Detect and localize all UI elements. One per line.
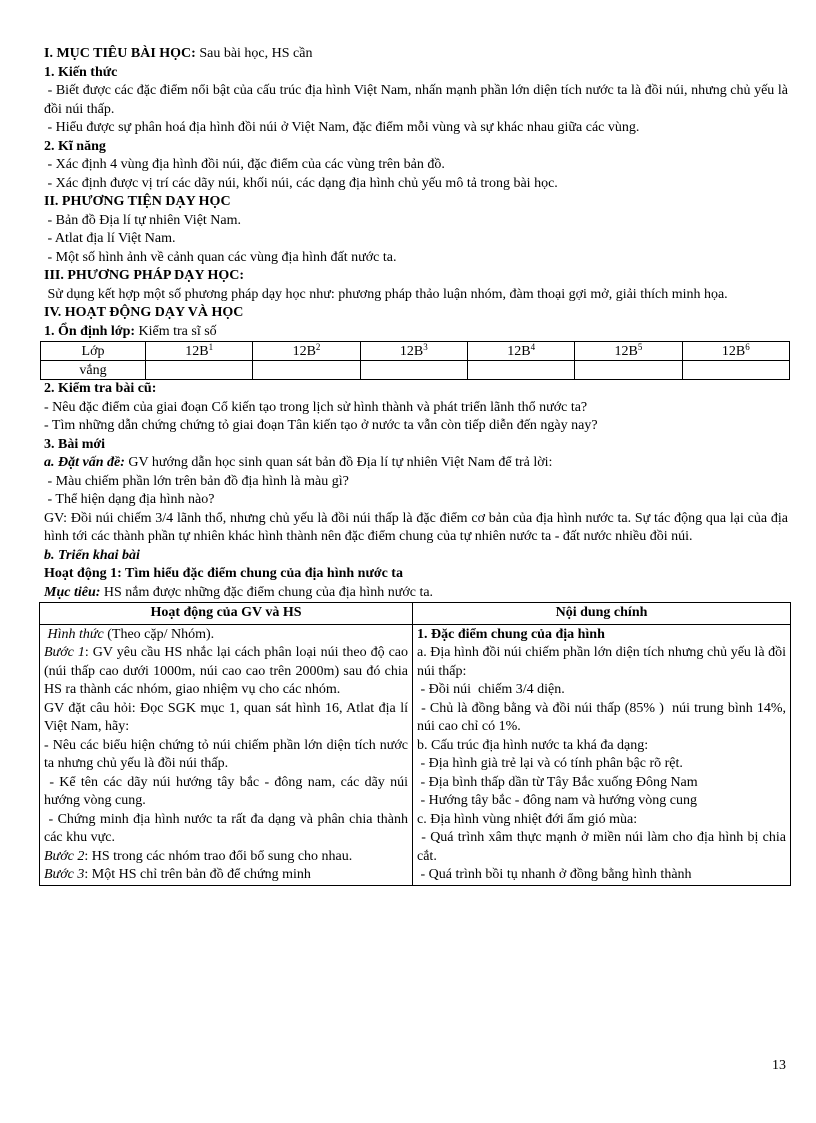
attendance-absent-cell	[360, 361, 467, 380]
content-c2: - Quá trình bồi tụ nhanh ở đồng bằng hình thành	[417, 867, 692, 882]
goal-text: HS nắm được những đặc điểm chung của địa hình nước ta.	[100, 584, 434, 600]
skills-title: 2. Kĩ năng	[44, 138, 106, 154]
goal-label: Mục tiêu:	[44, 584, 101, 600]
objectives-heading-line	[44, 45, 788, 64]
step3-label: Bước 3	[44, 867, 85, 882]
means-item-1: - Bản đồ Địa lí tự nhiên Việt Nam.	[44, 212, 242, 228]
step3-text: : Một HS chỉ trên bản đồ để chứng minh	[84, 867, 311, 882]
goal-line	[44, 584, 788, 603]
content-b2: - Địa bình thấp dần từ Tây Bắc xuống Đông Nam	[417, 774, 698, 790]
step2-text: : HS trong các nhóm trao đổi bổ sung cho nhau.	[84, 848, 353, 864]
check-title: 2. Kiểm tra bài cũ:	[44, 381, 157, 396]
main-content	[413, 624, 791, 885]
activity1-label: Hoạt động 1:	[44, 566, 122, 581]
class-prefix: 12B	[185, 343, 209, 359]
deploy-title: b. Triển khai bài	[44, 547, 140, 563]
stabilize-text: Kiểm tra sĩ số	[135, 323, 217, 339]
attendance-row-absent	[41, 361, 790, 380]
attendance-class-cell	[146, 342, 253, 361]
methods-heading: III. PHƯƠNG PHÁP DẠY HỌC:	[44, 268, 245, 283]
teacher-question: GV đặt câu hỏi: Đọc SGK mục 1, quan sát hình 16, Atlat địa lí Việt Nam, hãy:	[44, 700, 412, 734]
attendance-table	[40, 341, 790, 380]
methods-text: Sử dụng kết hợp một số phương pháp dạy học như: phương pháp thảo luận nhóm, đàm thoại gợi mở, giải thích minh họa.	[44, 286, 728, 302]
opening-line	[44, 454, 788, 473]
form-line	[44, 626, 408, 645]
class-number: 3	[423, 341, 428, 352]
attendance-class-cell	[253, 342, 360, 361]
class-prefix: 12B	[292, 343, 316, 359]
content-b3: - Hướng tây bắc - đông nam và hướng vòng cung	[417, 793, 697, 808]
stabilize-line	[44, 323, 788, 342]
page-content	[44, 45, 792, 886]
opening-label: a. Đặt vấn đề:	[44, 455, 125, 470]
activity1-line	[44, 565, 788, 584]
attendance-absent-cell	[467, 361, 574, 380]
content-a2: - Chủ là đồng bằng và đồi núi thấp (85% ) núi trung bình 14%, núi cao chỉ có 1%.	[417, 700, 790, 734]
attendance-absent-cell	[146, 361, 253, 380]
activity-table-header	[40, 603, 791, 625]
activity-table	[39, 602, 791, 886]
class-number: 4	[530, 341, 536, 352]
content-b: b. Cấu trúc địa hình nước ta khá đa dạng:	[417, 737, 649, 753]
activity-table-body	[40, 624, 791, 885]
question-3: - Chứng minh địa hình nước ta rất đa dạng và phân chia thành các khu vực.	[44, 811, 412, 845]
step2-label: Bước 2	[44, 848, 85, 864]
skills-item-1: - Xác định 4 vùng địa hình đồi núi, đặc điểm của các vùng trên bản đồ.	[44, 157, 445, 172]
attendance-class-cell	[360, 342, 467, 361]
content-b1: - Địa hình già trẻ lại và có tính phân bậc rõ rệt.	[417, 756, 683, 771]
form-text: (Theo cặp/ Nhóm).	[103, 626, 215, 642]
attendance-class-label: Lớp	[41, 342, 146, 361]
means-heading: II. PHƯƠNG TIỆN DẠY HỌC	[44, 194, 231, 209]
check-item-1: - Nêu đặc điểm của giai đoạn Cổ kiến tạo trong lịch sử hình thành và phát triển lãnh thổ nước ta?	[44, 399, 588, 415]
class-number: 1	[208, 341, 214, 352]
class-number: 5	[637, 341, 643, 352]
attendance-absent-cell	[575, 361, 682, 380]
class-prefix: 12B	[399, 343, 424, 359]
content-a1: - Đồi núi chiếm 3/4 diện.	[417, 682, 565, 697]
check-item-2: - Tìm những dẫn chứng chứng tỏ giai đoạn Tân kiến tạo ở nước ta vẫn còn tiếp diễn đến ngày nay?	[44, 418, 598, 433]
content-a: a. Địa hình đồi núi chiếm phần lớn diện tích nhưng chủ yếu là đồi núi thấp:	[417, 645, 790, 679]
class-prefix: 12B	[721, 343, 746, 359]
skills-item-2: - Xác định được vị trí các dãy núi, khối núi, các dạng địa hình chủ yếu mô tả trong bài học.	[44, 175, 558, 191]
new-lesson-title: 3. Bài mới	[44, 436, 106, 452]
attendance-absent-cell	[253, 361, 360, 380]
page-number: 13	[772, 1058, 786, 1073]
content-title: 1. Đặc điểm chung của địa hình	[417, 626, 605, 642]
question-1: - Nêu các biểu hiện chứng tỏ núi chiếm phần lớn diện tích nước ta nhưng chủ yếu là đồi núi thấp.	[44, 737, 412, 771]
means-item-2: - Atlat địa lí Việt Nam.	[44, 231, 176, 246]
form-label: Hình thức	[47, 626, 104, 642]
content-c: c. Địa hình vùng nhiệt đới ẩm gió mùa:	[417, 811, 638, 827]
step1-text: : GV yêu cầu HS nhắc lại cách phân loại núi theo độ cao (núi thấp cao dưới 1000m, núi cao cao trên 2000m) sau đó chia HS ra thành các nhóm, giao nhiệm vụ cho các nhóm.	[44, 645, 412, 697]
opening-question-2: - Thể hiện dạng địa hình nào?	[44, 492, 215, 507]
activities-heading: IV. HOẠT ĐỘNG DẠY VÀ HỌC	[44, 305, 244, 320]
header-main-content: Nội dung chính	[413, 603, 791, 625]
class-prefix: 12B	[614, 343, 638, 359]
step1-line	[44, 644, 412, 700]
knowledge-item-2: - Hiểu được sự phân hoá địa hình đồi núi ở Việt Nam, đặc điểm mỗi vùng và sự khác nhau giữa các vùng.	[44, 120, 640, 135]
attendance-row-class	[41, 342, 790, 361]
means-item-3: - Một số hình ảnh về cảnh quan các vùng địa hình đất nước ta.	[44, 249, 397, 265]
attendance-class-cell	[682, 342, 789, 361]
attendance-class-cell	[575, 342, 682, 361]
content-c1: - Quá trình xâm thực mạnh ở miền núi làm cho địa hình bị chia cắt.	[417, 830, 790, 864]
attendance-absent-cell	[682, 361, 789, 380]
attendance-class-cell	[467, 342, 574, 361]
attendance-absent-label: vắng	[41, 361, 146, 380]
step2-line	[44, 848, 408, 867]
objectives-heading-rest: Sau bài học, HS cần	[195, 46, 313, 61]
objectives-heading: I. MỤC TIÊU BÀI HỌC:	[44, 46, 196, 61]
header-teacher-student: Hoạt động của GV và HS	[40, 603, 413, 625]
step1-label: Bước 1	[44, 645, 85, 660]
question-2: - Kể tên các dãy núi hướng tây bắc - đông nam, các dãy núi hướng vòng cung.	[44, 774, 412, 808]
gv-statement: GV: Đồi núi chiếm 3/4 lãnh thổ, nhưng chủ yếu là đồi núi thấp là đặc điểm cơ bản của địa hình nước ta. Sự tác động qua lại của địa hình tới các thành phần tự nhiên khác hình thành nên đặc điểm chung của tự nhiên nước ta - đất nước nhiều đồi núi.	[44, 510, 792, 544]
class-number: 6	[745, 341, 750, 352]
opening-question-1: - Màu chiếm phần lớn trên bản đồ địa hình là màu gì?	[44, 473, 349, 489]
teacher-student-activities	[40, 624, 413, 885]
step3-line	[44, 866, 408, 885]
class-number: 2	[315, 341, 321, 352]
stabilize-label: 1. Ổn định lớp:	[44, 323, 136, 339]
knowledge-title: 1. Kiến thức	[44, 64, 118, 80]
activity1-title: Tìm hiểu đặc điểm chung của địa hình nước ta	[121, 566, 403, 581]
knowledge-item-1: - Biết được các đặc điểm nổi bật của cấu trúc địa hình Việt Nam, nhấn mạnh phần lớn diện tích nước ta là đồi núi, nhưng chủ yếu là đồi núi thấp.	[44, 83, 792, 117]
class-prefix: 12B	[507, 343, 531, 359]
opening-text: GV hướng dẫn học sinh quan sát bản đồ Địa lí tự nhiên Việt Nam để trả lời:	[124, 455, 553, 470]
